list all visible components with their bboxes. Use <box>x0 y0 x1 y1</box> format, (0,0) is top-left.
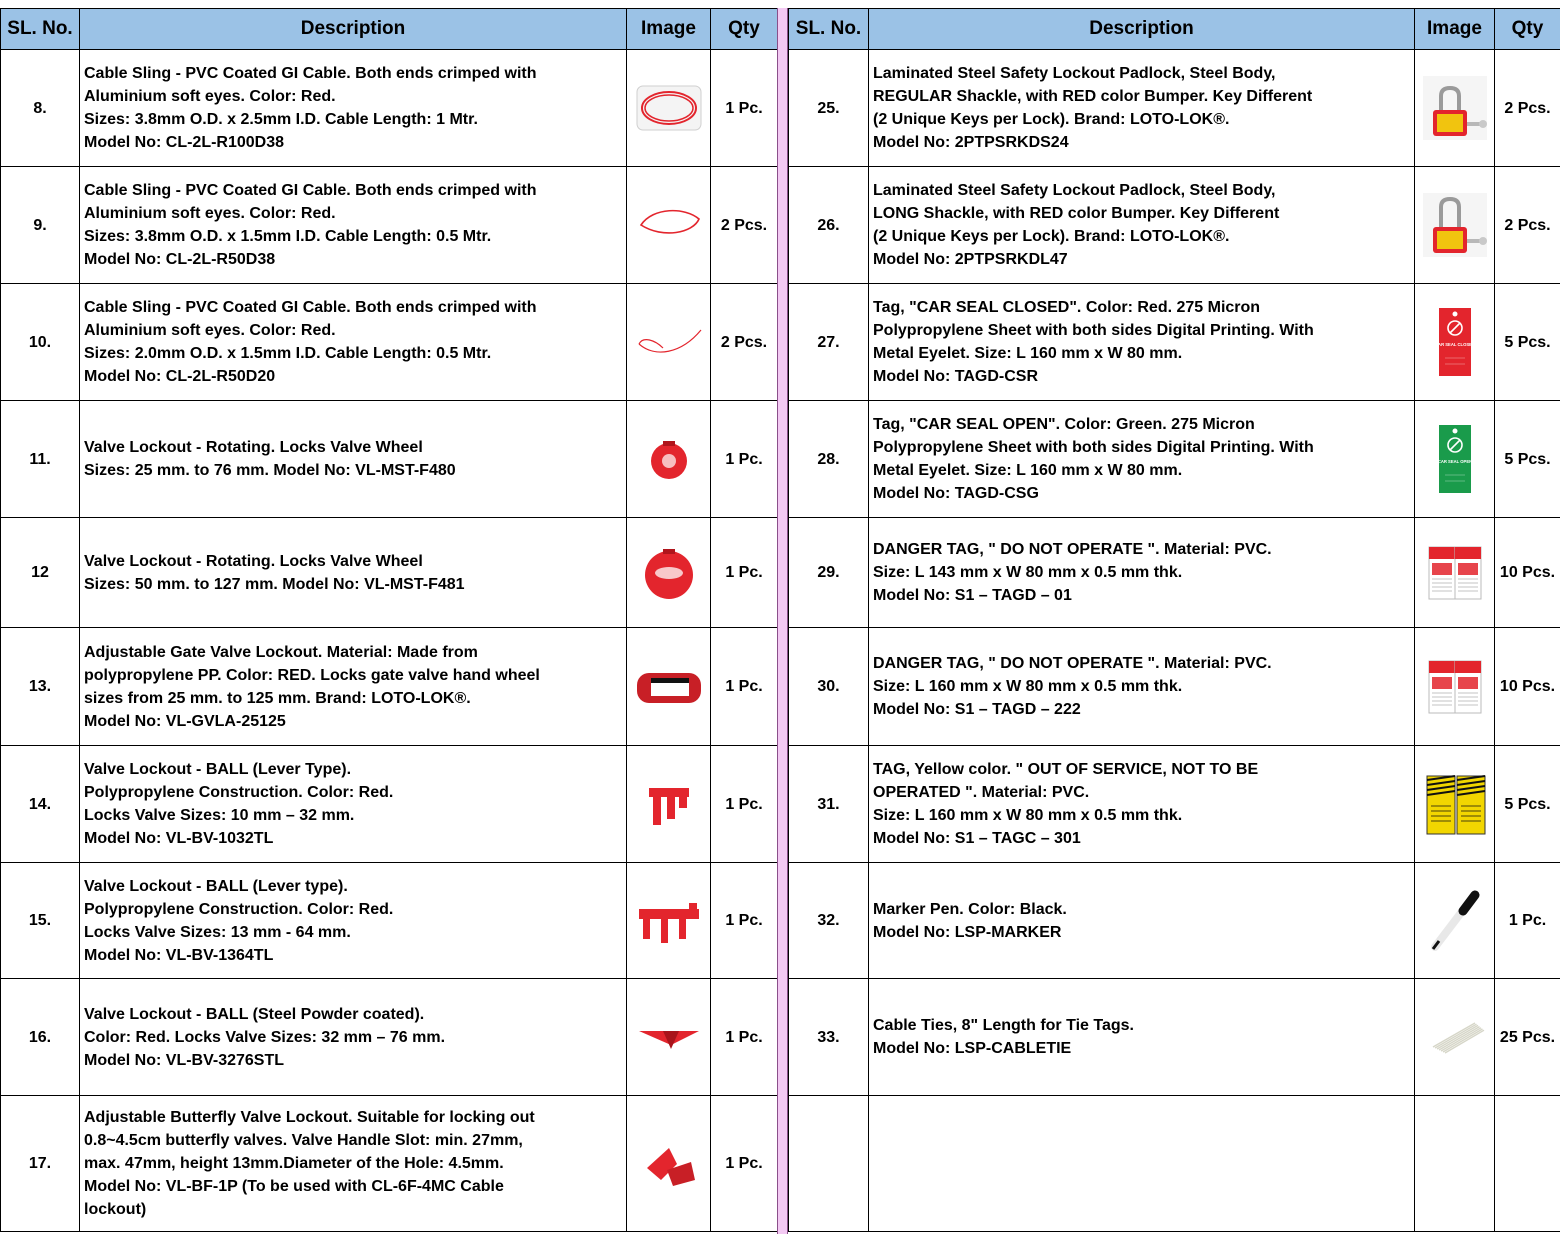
description-cell <box>80 401 627 518</box>
description-line: Valve Lockout - BALL (Lever type). <box>84 877 348 895</box>
description-line: Cable Sling - PVC Coated GI Cable. Both ends crimped with <box>84 65 537 82</box>
right-item-table <box>788 8 1560 1232</box>
description-cell <box>80 746 627 863</box>
description-line: REGULAR Shackle, with RED color Bumper. Key Different <box>873 88 1313 105</box>
sl-no-cell: 25. <box>789 50 869 167</box>
description-line: Model No: CL-2L-R50D20 <box>84 368 276 385</box>
description-line: OPERATED ". Material: PVC. <box>873 784 1090 801</box>
qty-cell: 5 Pcs. <box>1495 401 1560 518</box>
description-cell <box>869 1096 1415 1232</box>
image-cell <box>627 979 711 1096</box>
description-line: sizes from 25 mm. to 125 mm. Brand: LOTO-LOK®. <box>84 689 471 707</box>
description-cell <box>80 628 627 746</box>
description-line: Model No: VL-BV-3276STL <box>84 1051 285 1069</box>
table-row <box>1 284 778 401</box>
description-cell <box>869 50 1415 167</box>
description-line: Metal Eyelet. Size: L 160 mm x W 80 mm. <box>873 345 1183 362</box>
table-row <box>1 518 778 628</box>
description-line: Model No: VL-BV-1032TL <box>84 830 274 847</box>
qty-cell: 2 Pcs. <box>711 284 778 401</box>
image-cell <box>1415 401 1495 518</box>
image-cell <box>627 1096 711 1232</box>
table-header-row <box>789 9 1560 50</box>
description-line: Marker Pen. Color: Black. <box>873 900 1067 918</box>
description-cell <box>869 518 1415 628</box>
sl-no-cell: 13. <box>1 628 80 746</box>
header-image: Image <box>1415 9 1495 50</box>
description-line: Polypropylene Construction. Color: Red. <box>84 784 394 801</box>
tag-text: CAR SEAL CLOSED <box>1435 342 1475 347</box>
description-line: Sizes: 3.8mm O.D. x 2.5mm I.D. Cable Length: 1 Mtr. <box>84 111 478 128</box>
table-row <box>1 628 778 746</box>
description-cell <box>80 284 627 401</box>
qty-cell: 5 Pcs. <box>1495 746 1560 863</box>
ball-valve-lockout-large-icon <box>633 885 705 957</box>
description-line: Color: Red. Locks Valve Sizes: 32 mm – 76 mm. <box>84 1028 446 1046</box>
description-line: lockout) <box>84 1201 147 1218</box>
description-line: Sizes: 25 mm. to 76 mm. Model No: VL-MST-F480 <box>84 462 456 479</box>
header-description: Description <box>869 9 1415 50</box>
qty-cell: 1 Pc. <box>711 746 778 863</box>
description-line: TAG, Yellow color. " OUT OF SERVICE, NOT TO BE <box>873 761 1259 778</box>
description-line: Valve Lockout - BALL (Steel Powder coated). <box>84 1005 425 1023</box>
sl-no-cell: 9. <box>1 167 80 284</box>
description-line: (2 Unique Keys per Lock). Brand: LOTO-LOK®. <box>873 228 1230 245</box>
sl-no-cell: 14. <box>1 746 80 863</box>
description-line: Polypropylene Sheet with both sides Digital Printing. With <box>873 439 1314 456</box>
sl-no-cell: 12 <box>1 518 80 628</box>
table-row <box>789 1096 1560 1232</box>
image-cell <box>627 167 711 284</box>
description-line: Tag, "CAR SEAL CLOSED". Color: Red. 275 Micron <box>873 299 1261 316</box>
description-line: Locks Valve Sizes: 13 mm - 64 mm. <box>84 923 351 941</box>
image-cell <box>627 50 711 167</box>
description-line: Adjustable Butterfly Valve Lockout. Suitable for locking out <box>84 1109 535 1126</box>
table-row <box>789 401 1560 518</box>
qty-cell: 1 Pc. <box>711 518 778 628</box>
description-cell <box>869 863 1415 979</box>
header-image: Image <box>627 9 711 50</box>
description-cell <box>869 284 1415 401</box>
column-separator <box>777 8 788 1234</box>
out-of-service-tag-icon <box>1419 768 1491 840</box>
image-cell <box>627 401 711 518</box>
description-line: Model No: CL-2L-R50D38 <box>84 251 276 268</box>
description-line: Sizes: 2.0mm O.D. x 1.5mm I.D. Cable Length: 0.5 Mtr. <box>84 345 492 362</box>
header-sl-no: SL. No. <box>1 9 80 50</box>
description-cell <box>80 167 627 284</box>
table-row <box>1 1096 778 1232</box>
sl-no-cell: 28. <box>789 401 869 518</box>
table-row <box>1 167 778 284</box>
description-line: DANGER TAG, " DO NOT OPERATE ". Material: PVC. <box>873 655 1272 672</box>
sl-no-cell: 32. <box>789 863 869 979</box>
description-line: Model No: 2PTPSRKDS24 <box>873 134 1069 151</box>
qty-cell: 2 Pcs. <box>1495 50 1560 167</box>
sl-no-cell: 8. <box>1 50 80 167</box>
table-header-row <box>1 9 778 50</box>
qty-cell: 1 Pc. <box>711 50 778 167</box>
table-row <box>789 979 1560 1096</box>
sl-no-cell <box>789 1096 869 1232</box>
car-seal-closed-tag-icon <box>1419 306 1491 378</box>
sl-no-cell: 30. <box>789 628 869 746</box>
description-line: Polypropylene Sheet with both sides Digital Printing. With <box>873 322 1314 339</box>
qty-cell: 10 Pcs. <box>1495 518 1560 628</box>
sl-no-cell: 10. <box>1 284 80 401</box>
table-row <box>1 746 778 863</box>
description-line: Model No: LSP-MARKER <box>873 923 1062 941</box>
description-line: DANGER TAG, " DO NOT OPERATE ". Material: PVC. <box>873 541 1272 558</box>
qty-cell: 1 Pc. <box>711 401 778 518</box>
description-line: Polypropylene Construction. Color: Red. <box>84 900 394 918</box>
sl-no-cell: 16. <box>1 979 80 1096</box>
description-line: max. 47mm, height 13mm.Diameter of the Hole: 4.5mm. <box>84 1155 504 1172</box>
cable-ties-icon <box>1419 1001 1491 1073</box>
image-cell <box>1415 628 1495 746</box>
description-line: Model No: 2PTPSRKDL47 <box>873 251 1068 268</box>
sl-no-cell: 11. <box>1 401 80 518</box>
description-cell <box>869 167 1415 284</box>
image-cell <box>627 746 711 863</box>
description-cell <box>80 518 627 628</box>
padlock-long-icon <box>1419 189 1491 261</box>
image-cell <box>1415 50 1495 167</box>
sl-no-cell: 33. <box>789 979 869 1096</box>
valve-lockout-small-icon <box>633 423 705 495</box>
image-cell <box>1415 518 1495 628</box>
description-line: Model No: S1 – TAGD – 01 <box>873 587 1072 604</box>
steel-ball-valve-lockout-icon <box>633 1001 705 1073</box>
ball-valve-lockout-small-icon <box>633 768 705 840</box>
image-cell <box>1415 746 1495 863</box>
description-line: Model No: VL-GVLA-25125 <box>84 712 286 730</box>
description-cell <box>869 628 1415 746</box>
sl-no-cell: 29. <box>789 518 869 628</box>
description-line: Aluminium soft eyes. Color: Red. <box>84 88 336 105</box>
sl-no-cell: 17. <box>1 1096 80 1232</box>
description-line: Sizes: 3.8mm O.D. x 1.5mm I.D. Cable Length: 0.5 Mtr. <box>84 228 492 245</box>
qty-cell: 1 Pc. <box>1495 863 1560 979</box>
description-line: Size: L 143 mm x W 80 mm x 0.5 mm thk. <box>873 564 1183 581</box>
table-row <box>1 863 778 979</box>
description-line: Model No: LSP-CABLETIE <box>873 1040 1072 1057</box>
description-line: Laminated Steel Safety Lockout Padlock, Steel Body, <box>873 65 1276 82</box>
table-row <box>789 863 1560 979</box>
description-line: Model No: CL-2L-R100D38 <box>84 134 285 151</box>
description-line: Model No: VL-BF-1P (To be used with CL-6F-4MC Cable <box>84 1178 504 1195</box>
danger-tag-icon <box>1419 651 1491 723</box>
image-cell <box>1415 1096 1495 1232</box>
table-row <box>1 979 778 1096</box>
qty-cell: 1 Pc. <box>711 628 778 746</box>
table-row <box>789 518 1560 628</box>
sl-no-cell: 27. <box>789 284 869 401</box>
image-cell <box>1415 167 1495 284</box>
qty-cell: 1 Pc. <box>711 979 778 1096</box>
table-row <box>789 746 1560 863</box>
qty-cell <box>1495 1096 1560 1232</box>
description-cell <box>80 979 627 1096</box>
description-line: Cable Ties, 8" Length for Tie Tags. <box>873 1017 1134 1034</box>
qty-cell: 1 Pc. <box>711 863 778 979</box>
description-cell <box>80 863 627 979</box>
left-item-table <box>0 8 778 1232</box>
description-line: Model No: TAGD-CSR <box>873 368 1039 385</box>
description-line: Aluminium soft eyes. Color: Red. <box>84 322 336 339</box>
description-line: Locks Valve Sizes: 10 mm – 32 mm. <box>84 807 355 824</box>
description-line: 0.8~4.5cm butterfly valves. Valve Handle Slot: min. 27mm, <box>84 1132 523 1149</box>
sl-no-cell: 15. <box>1 863 80 979</box>
description-line: Valve Lockout - Rotating. Locks Valve Wheel <box>84 439 423 456</box>
table-row <box>1 50 778 167</box>
red-cable-coil-icon <box>633 72 705 144</box>
description-line: Valve Lockout - Rotating. Locks Valve Wheel <box>84 552 423 570</box>
red-cable-loop-icon <box>633 189 705 261</box>
table-row <box>1 401 778 518</box>
description-line: Adjustable Gate Valve Lockout. Material: Made from <box>84 643 478 661</box>
description-line: Metal Eyelet. Size: L 160 mm x W 80 mm. <box>873 462 1183 479</box>
table-row <box>789 50 1560 167</box>
valve-lockout-large-icon <box>633 537 705 609</box>
qty-cell: 2 Pcs. <box>711 167 778 284</box>
header-qty: Qty <box>1495 9 1560 50</box>
description-line: Model No: S1 – TAGC – 301 <box>873 830 1081 847</box>
description-line: Size: L 160 mm x W 80 mm x 0.5 mm thk. <box>873 678 1183 695</box>
image-cell <box>1415 979 1495 1096</box>
description-line: Model No: S1 – TAGD – 222 <box>873 701 1081 718</box>
description-cell <box>869 979 1415 1096</box>
description-line: Cable Sling - PVC Coated GI Cable. Both ends crimped with <box>84 299 537 316</box>
header-sl-no: SL. No. <box>789 9 869 50</box>
table-row <box>789 284 1560 401</box>
qty-cell: 25 Pcs. <box>1495 979 1560 1096</box>
description-cell <box>869 401 1415 518</box>
description-line: (2 Unique Keys per Lock). Brand: LOTO-LOK®. <box>873 111 1230 128</box>
description-line: Aluminium soft eyes. Color: Red. <box>84 205 336 222</box>
description-line: Model No: TAGD-CSG <box>873 485 1039 502</box>
gate-valve-lockout-icon <box>633 651 705 723</box>
table-row <box>789 628 1560 746</box>
description-line: Cable Sling - PVC Coated GI Cable. Both ends crimped with <box>84 182 537 199</box>
description-line: Model No: VL-BV-1364TL <box>84 946 274 964</box>
qty-cell: 10 Pcs. <box>1495 628 1560 746</box>
image-cell <box>627 628 711 746</box>
qty-cell: 2 Pcs. <box>1495 167 1560 284</box>
thin-red-cable-icon <box>633 306 705 378</box>
description-line: Laminated Steel Safety Lockout Padlock, Steel Body, <box>873 182 1276 199</box>
description-line: Valve Lockout - BALL (Lever Type). <box>84 761 352 778</box>
description-line: Tag, "CAR SEAL OPEN". Color: Green. 275 Micron <box>873 416 1255 433</box>
description-cell <box>869 746 1415 863</box>
table-row <box>789 167 1560 284</box>
qty-cell: 1 Pc. <box>711 1096 778 1232</box>
header-qty: Qty <box>711 9 778 50</box>
description-cell <box>80 50 627 167</box>
tag-text: CAR SEAL OPEN <box>1437 459 1473 464</box>
sl-no-cell: 31. <box>789 746 869 863</box>
padlock-regular-icon <box>1419 72 1491 144</box>
car-seal-open-tag-icon <box>1419 423 1491 495</box>
description-line: Size: L 160 mm x W 80 mm x 0.5 mm thk. <box>873 807 1183 824</box>
image-cell <box>1415 863 1495 979</box>
danger-tag-icon <box>1419 537 1491 609</box>
image-cell <box>627 518 711 628</box>
header-description: Description <box>80 9 627 50</box>
marker-pen-icon <box>1419 885 1491 957</box>
image-cell <box>627 863 711 979</box>
description-line: Sizes: 50 mm. to 127 mm. Model No: VL-MST-F481 <box>84 575 465 593</box>
image-cell <box>627 284 711 401</box>
butterfly-valve-lockout-icon <box>633 1128 705 1200</box>
description-line: polypropylene PP. Color: RED. Locks gate valve hand wheel <box>84 666 540 684</box>
image-cell <box>1415 284 1495 401</box>
description-cell <box>80 1096 627 1232</box>
qty-cell: 5 Pcs. <box>1495 284 1560 401</box>
sl-no-cell: 26. <box>789 167 869 284</box>
description-line: LONG Shackle, with RED color Bumper. Key Different <box>873 205 1280 222</box>
